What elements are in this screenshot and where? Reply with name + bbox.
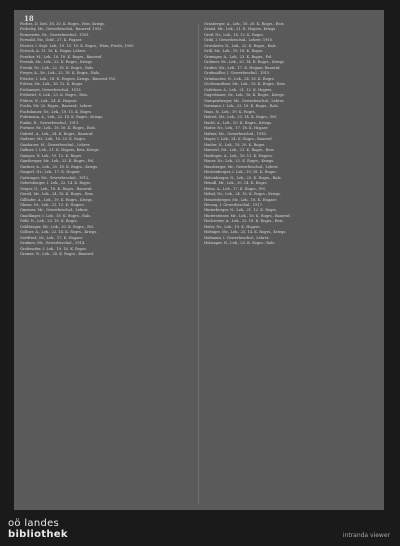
- directory-entry: Haimerl, Mr., Lek., 21. K. Rogrs., Reis.: [204, 148, 275, 153]
- directory-entry: Helml, Nr., Lek., 24. 16. K. Rogrs., Kriegs.: [204, 192, 282, 197]
- directory-entry: Gmeiner, Mr., Gewerbeschul., Lehrer.: [20, 208, 89, 213]
- directory-entry: Fuchs, Mr. 20. Rogrs., Bauernf., Lehrer.: [20, 104, 93, 109]
- directory-entry: Gartner, A., Lek., 20. 18. K. Rogrs., Kriegs.: [20, 164, 99, 169]
- directory-entry: Gstöttner, A., Lek., 21. 12. K. Hogers.: [204, 87, 273, 92]
- left-column: [20, 22, 192, 506]
- directory-entry: Grünbacher, N., Lek., 24. 16. K. Rogrs.: [204, 76, 275, 81]
- directory-entry: Gaderer, Mr., Lek., 16. 20. K. Rogrs.: [20, 137, 86, 142]
- directory-entry: Heinz, A., Lek., 17. K. Rogrs., Fel.: [204, 186, 266, 191]
- column-divider: [198, 24, 199, 504]
- directory-entry: Heindl, Mr., Lek., 20. 14. K. Rogrs.: [204, 181, 268, 186]
- directory-entry: Hausberger, Mr., Gewerbeschul., Lehrer.: [204, 164, 279, 169]
- directory-entry: Hinterberger, N., Lek., 21. 12. K. Rogrs.: [204, 208, 278, 213]
- directory-entry: Gillhofer, A., Lek., 19. K. Rogrs., Kriegs.: [20, 197, 93, 202]
- directory-entry: Freinik, Mr., Lek., 22. K. Rogrs., Kriegs.: [20, 60, 93, 65]
- directory-entry: Forbes, D. Seit. 18. 20. K. Rogrs., Reis, Kriegs.: [20, 22, 106, 26]
- directory-entry: Hackl, A., Lek., 20. K. Rogrs., Kriegs.: [204, 120, 272, 125]
- directory-entry: Geiger, N., Lek., 18. K. Rogrs., Bauernf.: [20, 186, 93, 191]
- directory-entry: Hintersteiner, Mr., Lek., 16. K. Rogrs., Bauernf.: [204, 213, 291, 218]
- directory-entry: Fuhrmann, A., Lek., 22. 14. K. Rogrs., Kriegs.: [20, 115, 104, 120]
- directory-entry: Fritzer, Mr., Lek., 16. 12. K. Rogrs.: [20, 82, 84, 87]
- directory-entry: Gaisbauer, M., Gewerbeschul., Lehrer.: [20, 142, 91, 147]
- directory-entry: Frische, I. Lek., 18. K. Hogers, Kriegs., Bauernf. Fel.: [20, 76, 116, 81]
- directory-entry: Hofinger, Mr., Lek., 23. 14. K. Rogrs., Kriegs.: [204, 230, 287, 235]
- directory-entry: Förster, I. Sept. Lek., 19. 15. 10. K. Rogrs., Wien, Fricht, 1905.: [20, 43, 135, 48]
- directory-entry: Formeister, Nr., Gewerbeschul., 1933.: [20, 32, 90, 37]
- directory-entry: Gansberger, Mr., Lek., 23. K. Rogrs., Fel.: [20, 159, 95, 164]
- directory-entry: Gattringer, Mr., Gewerbeschul., 1912.: [20, 175, 90, 180]
- directory-entry: Grasberger, A., Lek., 18. 20. K. Rogrs., Reis.: [204, 22, 285, 26]
- directory-entry: Gribl, I. Gewerbeschul., Lehrer, 1910.: [204, 38, 274, 43]
- directory-entry: Holzinger, N., Lek., 20. K. Rogrs., Rals.: [204, 241, 276, 246]
- directory-entry: Gruber, Mr., Lek., 17. K. Hogaer, Bauernf.: [204, 65, 281, 70]
- directory-entry: Freyer, A., Nr., Lek., 22. 18. K. Rogrs., Rals.: [20, 71, 101, 76]
- directory-entry: Führer, N., Lek., 24. K. Hogaer.: [20, 98, 78, 103]
- directory-entry: Hofer, Nr., Lek., 19. K. Hogers.: [204, 224, 261, 229]
- directory-entry: Greil, Nr., Lek., 16. 12. K. Rogrs.: [204, 32, 264, 37]
- directory-entry: Forwald, Mr., Gräf., 27. K. Pogaer.: [20, 38, 83, 43]
- directory-entry: Gschwandtner, Mr., Lek., 18. K. Rogrs., Reis.: [204, 82, 286, 87]
- viewer-label: intranda viewer: [342, 532, 390, 539]
- directory-entry: Gratzl, Mr., Lek., 21. K. Hogers, Kriegs.: [204, 27, 277, 32]
- directory-entry: Gallner, I. Lek., 21. K. Hogers, Reis, Kriegs.: [20, 148, 100, 153]
- directory-entry: Haas, N., Lek., 19. K. Rogrs.: [204, 109, 256, 114]
- directory-entry: Hechenberger, I. Lek., 19. 18. K. Rogrs.: [204, 170, 277, 175]
- directory-entry: Gerstl, Mr., Lek., 24. 16. K. Rogrs., Reis.: [20, 192, 94, 197]
- directory-entry: Hofmann, I. Gewerbeschul., Lehrer.: [204, 235, 270, 240]
- directory-entry: Fozekor, M., Lek., 16. 18. K. Rogrs., Bauernf.: [20, 54, 103, 59]
- directory-entry: Haider, N., Lek., 18. 20. K. Rogrs.: [204, 142, 266, 147]
- directory-entry: Hehenberger, N., Lek., 23. K. Rogrs., Rals.: [204, 175, 282, 180]
- logo-text-line1: oö landes: [8, 518, 60, 529]
- directory-entry: Grabner, Mr., Gewerbeschul., 1914.: [20, 241, 86, 246]
- directory-entry: Hager, I. Lek., 24. K. Rogrs., Bauernf.: [204, 137, 273, 142]
- directory-entry: Goldberger, Mr., Lek., 20. K. Rogrs., Fel.: [20, 224, 94, 229]
- directory-entry: Frühwirt, S. Lek., 23. K. Rogrs., Reis.: [20, 93, 89, 98]
- directory-entry: Gröbner, Nr., Lek., 20. 14. K. Rogrs., Kriegs.: [204, 60, 285, 65]
- directory-entry: Hochreiter, A., Lek., 22. 18. K. Rogrs., Reis.: [204, 219, 284, 224]
- directory-entry: Göbl, N., Lek., 23. 18. K. Rogrs.: [20, 219, 78, 224]
- directory-entry: Gugerbauer, Nr., Lek., 16. K. Rogrs., Kriegs.: [204, 93, 285, 98]
- page-number: 18: [24, 14, 34, 23]
- directory-entry: Funke, E., Gewerbeschul., 1911.: [20, 120, 80, 125]
- directory-entry: Grieshofer, N., Lek., 22. K. Rogrs., Rals.: [204, 43, 277, 48]
- logo-text-line2: bibliothek: [8, 529, 68, 540]
- directory-entry: Gebetsberger, I. Lek., 22. 14. K. Rogrs.: [20, 181, 92, 186]
- directory-entry: Hafner, Mr., Gewerbeschul., 1916.: [204, 131, 267, 136]
- directory-entry: Gabriel, A., Lek., 24. K. Rogrs., Bauernf.: [20, 131, 94, 136]
- directory-entry: Grubmüller, I. Gewerbeschul., 1915.: [204, 71, 271, 76]
- directory-entry: Gnadlinger, I. Lek., 16. K. Rogrs., Rals.: [20, 213, 92, 218]
- directory-entry: Hemetsberger, Mr., Lek., 18. K. Hogaer.: [204, 197, 277, 202]
- directory-entry: Grininger, A., Lek., 23. K. Rogrs., Fel.: [204, 54, 273, 59]
- directory-entry: Hader, Nr., Lek., 17. 16. K. Hogaer.: [204, 126, 269, 131]
- directory-entry: Gottfried, Nr., Lek., 17. K. Hogaer.: [20, 235, 84, 240]
- right-column: [204, 22, 376, 506]
- directory-entry: Fuchsbauer, Nr., Lek., 19. 15. K. Rogrs.: [20, 109, 93, 114]
- directory-entry: Fortsch, A. 11. 16. K. Hogar, Lehrer.: [20, 49, 87, 54]
- directory-entry: Haberl, Mr., Lek., 23. 14. K. Rogrs., Fel.: [204, 115, 277, 120]
- directory-entry: Grafeneder, I. Lek., 19. 16. K. Rogrs.: [20, 246, 88, 251]
- directory-entry: Gumpenberger, Mr., Gewerbeschul., Lehrer.: [204, 98, 285, 103]
- directory-entry: Gutmann, I. Lek., 22. 18. K. Rogrs., Rals.: [204, 104, 279, 109]
- directory-entry: Herzog, I. Gewerbeschul., 1917.: [204, 202, 264, 207]
- document-page: [14, 10, 384, 510]
- directory-entry: Frohmeyer, Gewerbeschul., 1913.: [20, 87, 82, 92]
- directory-entry: Furtner, Nr., Lek., 18. 16. K. Rogrs., Rals.: [20, 126, 96, 131]
- directory-entry: Forbeley, Mr., Gewerbeschul., Bauernf. 1933.: [20, 27, 103, 32]
- directory-entry: Glaser, Nr., Lek., 21. 12. K. Hogers.: [20, 202, 85, 207]
- directory-entry: Frenik, Nr., Lek., 22. 18. K. Rogrs., Rals.: [20, 65, 95, 70]
- directory-entry: Hauer, Nr., Lek., 22. K. Rogrs., Kriegs.: [204, 159, 275, 164]
- directory-entry: Gramer, N., Lek., 24. K. Rogrs., Bauernf.: [20, 252, 94, 257]
- library-logo[interactable]: [8, 518, 68, 540]
- directory-entry: Gamper, N. Lek., 19. 12. K. Rogrs.: [20, 153, 83, 158]
- directory-entry: Gollner, A., Lek., 22. 14. K. Rogrs., Kriegs.: [20, 230, 98, 235]
- directory-entry: Haslinger, A., Lek., 16. 12. K. Hogers.: [204, 153, 274, 158]
- directory-entry: Gasperl, Nr., Lek., 17. K. Hogaer.: [20, 170, 81, 175]
- directory-entry: Grill, Mr., Lek., 19. 18. K. Rogrs.: [204, 49, 264, 54]
